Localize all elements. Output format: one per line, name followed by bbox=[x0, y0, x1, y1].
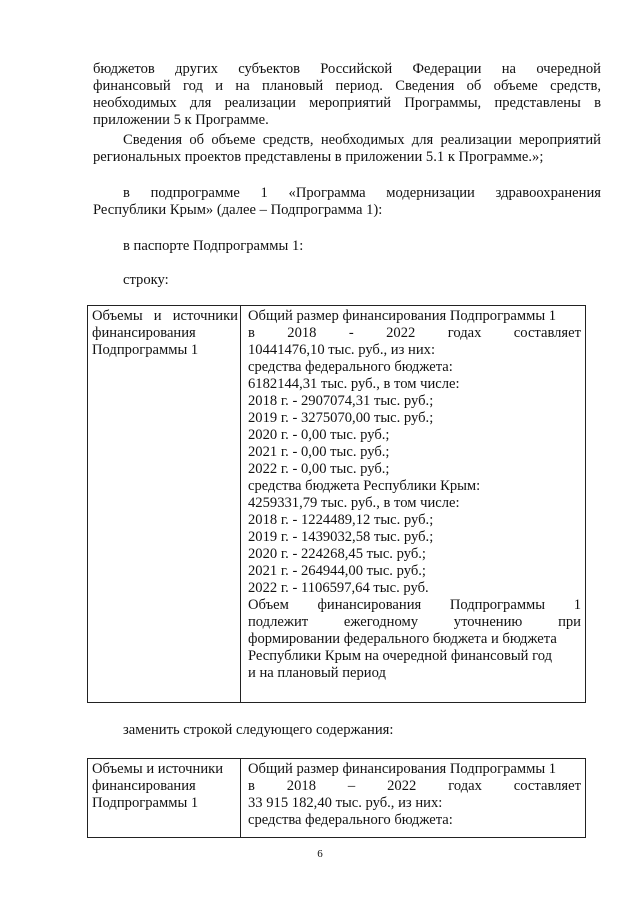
cell-line: 2018 г. - 1224489,12 тыс. руб.; bbox=[248, 512, 434, 528]
cell-line: 10441476,10 тыс. руб., из них: bbox=[248, 342, 435, 358]
cell-line: 33 915 182,40 тыс. руб., из них: bbox=[248, 795, 443, 811]
paragraph-subprogram-1 bbox=[93, 185, 601, 219]
cell-line: Объем финансирования Подпрограммы 1 bbox=[248, 597, 581, 613]
table-right-cell bbox=[242, 759, 585, 829]
cell-line: 2018 г. - 2907074,31 тыс. руб.; bbox=[248, 393, 434, 409]
cell-line: средства федерального бюджета: bbox=[248, 812, 453, 828]
text-line: в паспорте Подпрограммы 1: bbox=[123, 238, 304, 254]
page-number: 6 bbox=[317, 848, 323, 860]
text-line: в подпрограмме 1 «Программа модернизации здравоохранения bbox=[123, 185, 601, 201]
cell-line: Подпрограммы 1 bbox=[92, 795, 199, 811]
cell-line: Общий размер финансирования Подпрограммы 1 bbox=[248, 761, 557, 777]
cell-line: 4259331,79 тыс. руб., в том числе: bbox=[248, 495, 460, 511]
cell-line: Объемы и источники bbox=[92, 308, 238, 324]
text-line: заменить строкой следующего содержания: bbox=[123, 722, 394, 738]
cell-line: финансирования bbox=[92, 325, 196, 341]
cell-line: в 2018 - 2022 годах составляет bbox=[248, 325, 581, 341]
cell-line: 2019 г. - 3275070,00 тыс. руб.; bbox=[248, 410, 434, 426]
cell-line: финансирования bbox=[92, 778, 196, 794]
cell-line: в 2018 – 2022 годах составляет bbox=[248, 778, 581, 794]
paragraph-budget-intro bbox=[93, 61, 601, 129]
text-line: Республики Крым» (далее – Подпрограмма 1): bbox=[93, 202, 383, 218]
text-line: бюджетов других субъектов Российской Федерации на очередной bbox=[93, 61, 601, 77]
paragraph-regional-projects bbox=[93, 132, 601, 166]
cell-line: 2022 г. - 1106597,64 тыс. руб. bbox=[248, 580, 429, 596]
cell-line: Подпрограммы 1 bbox=[92, 342, 199, 358]
cell-line: 2021 г. - 264944,00 тыс. руб.; bbox=[248, 563, 426, 579]
text-line: строку: bbox=[123, 272, 169, 288]
cell-line: Общий размер финансирования Подпрограммы 1 bbox=[248, 308, 557, 324]
cell-line: Объемы и источники bbox=[92, 761, 224, 777]
table-right-cell bbox=[242, 306, 585, 682]
cell-line: 6182144,31 тыс. руб., в том числе: bbox=[248, 376, 460, 392]
cell-line: 2021 г. - 0,00 тыс. руб.; bbox=[248, 444, 390, 460]
table-new-row bbox=[87, 758, 586, 838]
text-line: приложении 5 к Программе. bbox=[93, 112, 269, 128]
cell-line: 2020 г. - 0,00 тыс. руб.; bbox=[248, 427, 390, 443]
text-line: Сведения об объеме средств, необходимых для реализации мероприятий bbox=[123, 132, 601, 148]
cell-line: средства федерального бюджета: bbox=[248, 359, 453, 375]
cell-line: средства бюджета Республики Крым: bbox=[248, 478, 481, 494]
text-line: необходимых для реализации мероприятий Программы, представлены в bbox=[93, 95, 601, 111]
cell-line: 2019 г. - 1439032,58 тыс. руб.; bbox=[248, 529, 434, 545]
paragraph-row-label bbox=[93, 272, 601, 289]
cell-line: подлежит ежегодному уточнению при bbox=[248, 614, 581, 630]
cell-line: Республики Крым на очередной финансовый год bbox=[248, 648, 553, 664]
table-left-cell bbox=[88, 759, 241, 837]
paragraph-replace-with bbox=[93, 722, 601, 739]
cell-line: формировании федерального бюджета и бюджета bbox=[248, 631, 557, 647]
cell-line: 2020 г. - 224268,45 тыс. руб.; bbox=[248, 546, 426, 562]
cell-line: и на плановый период bbox=[248, 665, 386, 681]
text-line: региональных проектов представлены в приложении 5.1 к Программе.»; bbox=[93, 149, 544, 165]
table-left-cell bbox=[88, 306, 241, 702]
cell-line: 2022 г. - 0,00 тыс. руб.; bbox=[248, 461, 390, 477]
paragraph-passport bbox=[93, 238, 601, 255]
table-old-row bbox=[87, 305, 586, 703]
text-line: финансовый год и на плановый период. Сведения об объеме средств, bbox=[93, 78, 601, 94]
